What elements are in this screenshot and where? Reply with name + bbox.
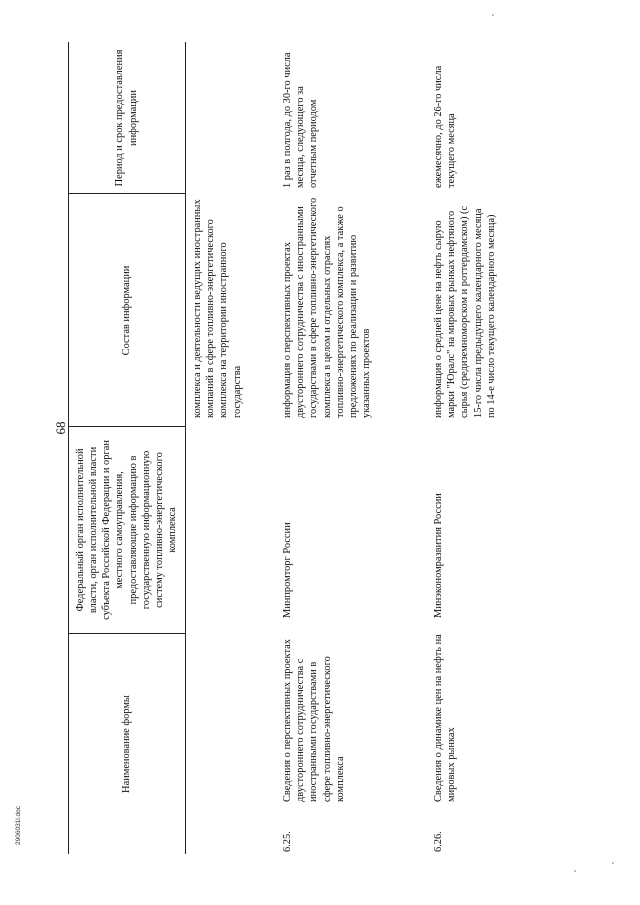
data-table	[68, 42, 604, 854]
header-authority: Федеральный орган исполнительной власти, орган исполнительной власти субъекта Российской Федерации и орган местного самоуправления, предоставляющие информацию в государственную информационную систему топливно-энергетического комплекса	[74, 440, 179, 620]
scan-speck	[574, 870, 576, 872]
row-authority: Минпромторг России	[282, 522, 293, 618]
row-form-name: Сведения о перспективных проектах двустороннего сотрудничества с иностранными государствами в сфере топливно-энергетического комплекса	[282, 639, 346, 802]
row-period: 1 раз в полгода, до 30-го числа месяца, следующего за отчетным периодом	[282, 52, 320, 188]
header-content: Состав информации	[120, 265, 132, 356]
header-bottom-border	[185, 42, 186, 854]
continuation-content: комплекса и деятельности ведущих иностранных компаний в сфере топливно-энергетического комплекса на территории иностранного государства	[192, 199, 243, 418]
page-number: 68	[53, 421, 68, 435]
footer-file-code: 2906031l.doc	[15, 805, 22, 845]
header-period: Период и срок предоставления информации	[114, 49, 139, 187]
row-content: информация о средней цене на нефть сырую марки "Юралс" на мировых рынках нефтяного сырья (средиземноморском и роттердамском) (с 15-го числа предыдущего календарного месяца по 14-е число текущего календарного месяца)	[433, 205, 497, 418]
row-number: 6.25.	[282, 831, 293, 852]
scan-speck	[492, 14, 494, 16]
row-period: ежемесячно, до 26-го числа текущего месяца	[433, 65, 458, 188]
header-form-name: Наименование формы	[120, 695, 132, 793]
row-form-name: Сведения о динамике цен на нефть на мировых рынках	[433, 634, 458, 802]
scan-speck	[612, 862, 614, 864]
row-authority: Минэкономразвития России	[433, 493, 444, 618]
row-content: информация о перспективных проектах двустороннего сотрудничества с иностранными государствами в сфере топливно-энергетического комплекса в целом и отдельных отраслях топливно-энергетического комплекса, а также о предложениях по реализации и развитию указанных проектов	[282, 197, 373, 418]
row-number: 6.26.	[433, 831, 444, 852]
